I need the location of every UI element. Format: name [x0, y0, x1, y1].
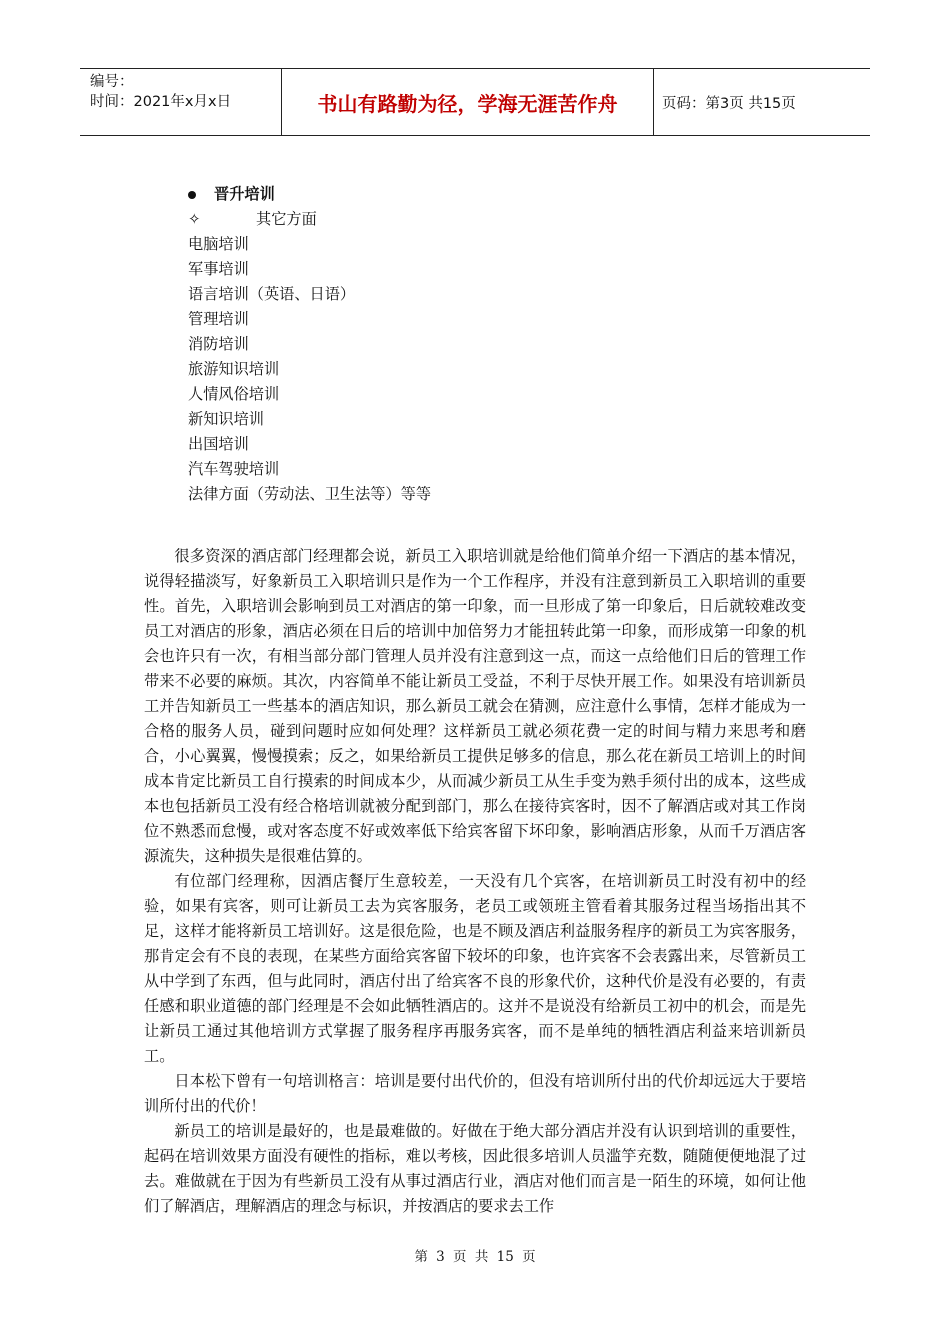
training-list [144, 232, 806, 507]
list-item: 人情风俗培训 [188, 385, 280, 403]
list-item: 语言培训（英语、日语） [188, 285, 356, 303]
section-title: 晋升培训 [214, 185, 275, 203]
list-item: 消防培训 [188, 335, 249, 353]
list-item: 军事培训 [188, 260, 249, 278]
paragraph: 日本松下曾有一句培训格言：培训是要付出代价的，但没有培训所付出的代价却远远大于要培训所付出的代价！ [144, 1072, 806, 1115]
list-item: 旅游知识培训 [188, 360, 280, 378]
page-footer: 第 3 页 共 15 页 [414, 1249, 536, 1265]
list-item: 汽车驾驶培训 [188, 460, 280, 478]
list-item: 法律方面（劳动法、卫生法等）等等 [188, 485, 431, 503]
document-header [80, 68, 870, 136]
diamond-star-icon: ✧ [188, 210, 201, 228]
paragraph: 有位部门经理称，因酒店餐厅生意较差，一天没有几个宾客，在培训新员工时没有初中的经验，如果有宾客，则可让新员工去为宾客服务，老员工或领班主管看着其服务过程当场指出其不足，这样才能将新员工培训好。这是很危险，也是不顾及酒店利益服务程序的新员工为宾客服务，那肯定会有不良的表现，在某些方面给宾客留下较坏的印象，也许宾客不会表露出来，尽管新员工从中学到了东西，但与此同时，酒店付出了给宾客不良的形象代价，这种代价是没有必要的，有责任感和职业道德的部门经理是不会如此牺牲酒店的。这并不是说没有给新员工初中的机会，而是先让新员工通过其他培训方式掌握了服务程序再服务宾客，而不是单纯的牺牲酒店利益来培训新员工。 [144, 872, 806, 1065]
list-item: 管理培训 [188, 310, 249, 328]
list-item: 出国培训 [188, 435, 249, 453]
header-page-info: 页码：第3页 共15页 [662, 95, 796, 112]
section-heading [144, 182, 806, 207]
number-label: 编号： [90, 74, 134, 90]
page-content [144, 182, 806, 1219]
body-text [144, 544, 806, 1219]
time-label: 时间：2021年x月x日 [90, 94, 232, 110]
sub-heading [144, 207, 806, 232]
header-meta [80, 69, 282, 135]
list-item: 新知识培训 [188, 410, 264, 428]
paragraph: 新员工的培训是最好的，也是最难做的。好做在于绝大部分酒店并没有认识到培训的重要性，起码在培训效果方面没有硬性的指标，难以考核，因此很多培训人员滥竽充数，随随便便地混了过去。难做就在于因为有些新员工没有从事过酒店行业，酒店对他们而言是一陌生的环境，如何让他们了解酒店，理解酒店的理念与标识，并按酒店的要求去工作 [144, 1122, 806, 1215]
bullet-icon [188, 191, 196, 199]
sub-heading-title: 其它方面 [256, 210, 317, 228]
header-motto: 书山有路勤为径，学海无涯苦作舟 [282, 69, 654, 135]
paragraph: 很多资深的酒店部门经理都会说，新员工入职培训就是给他们简单介绍一下酒店的基本情况，说得轻描淡写，好象新员工入职培训只是作为一个工作程序，并没有注意到新员工入职培训的重要性。首先，入职培训会影响到员工对酒店的第一印象，而一旦形成了第一印象后，日后就较难改变员工对酒店的形象，酒店必须在日后的培训中加倍努力才能扭转此第一印象，而形成第一印象的机会也许只有一次，有相当部分部门管理人员并没有注意到这一点，而这一点给他们日后的管理工作带来不必要的麻烦。其次，内容简单不能让新员工受益，不利于尽快开展工作。如果没有培训新员工并告知新员工一些基本的酒店知识，那么新员工就会在猜测，应注意什么事情，怎样才能成为一合格的服务人员，碰到问题时应如何处理？这样新员工就必须花费一定的时间与精力来思考和磨合，小心翼翼，慢慢摸索；反之，如果给新员工提供足够多的信息，那么花在新员工培训上的时间成本肯定比新员工自行摸索的时间成本少，从而减少新员工从生手变为熟手须付出的成本，这些成本也包括新员工没有经合格培训就被分配到部门，那么在接待宾客时，因不了解酒店或对其工作岗位不熟悉而怠慢，或对客态度不好或效率低下给宾客留下坏印象，影响酒店形象，从而千万酒店客源流失，这种损失是很难估算的。 [144, 547, 806, 865]
list-item: 电脑培训 [188, 235, 249, 253]
